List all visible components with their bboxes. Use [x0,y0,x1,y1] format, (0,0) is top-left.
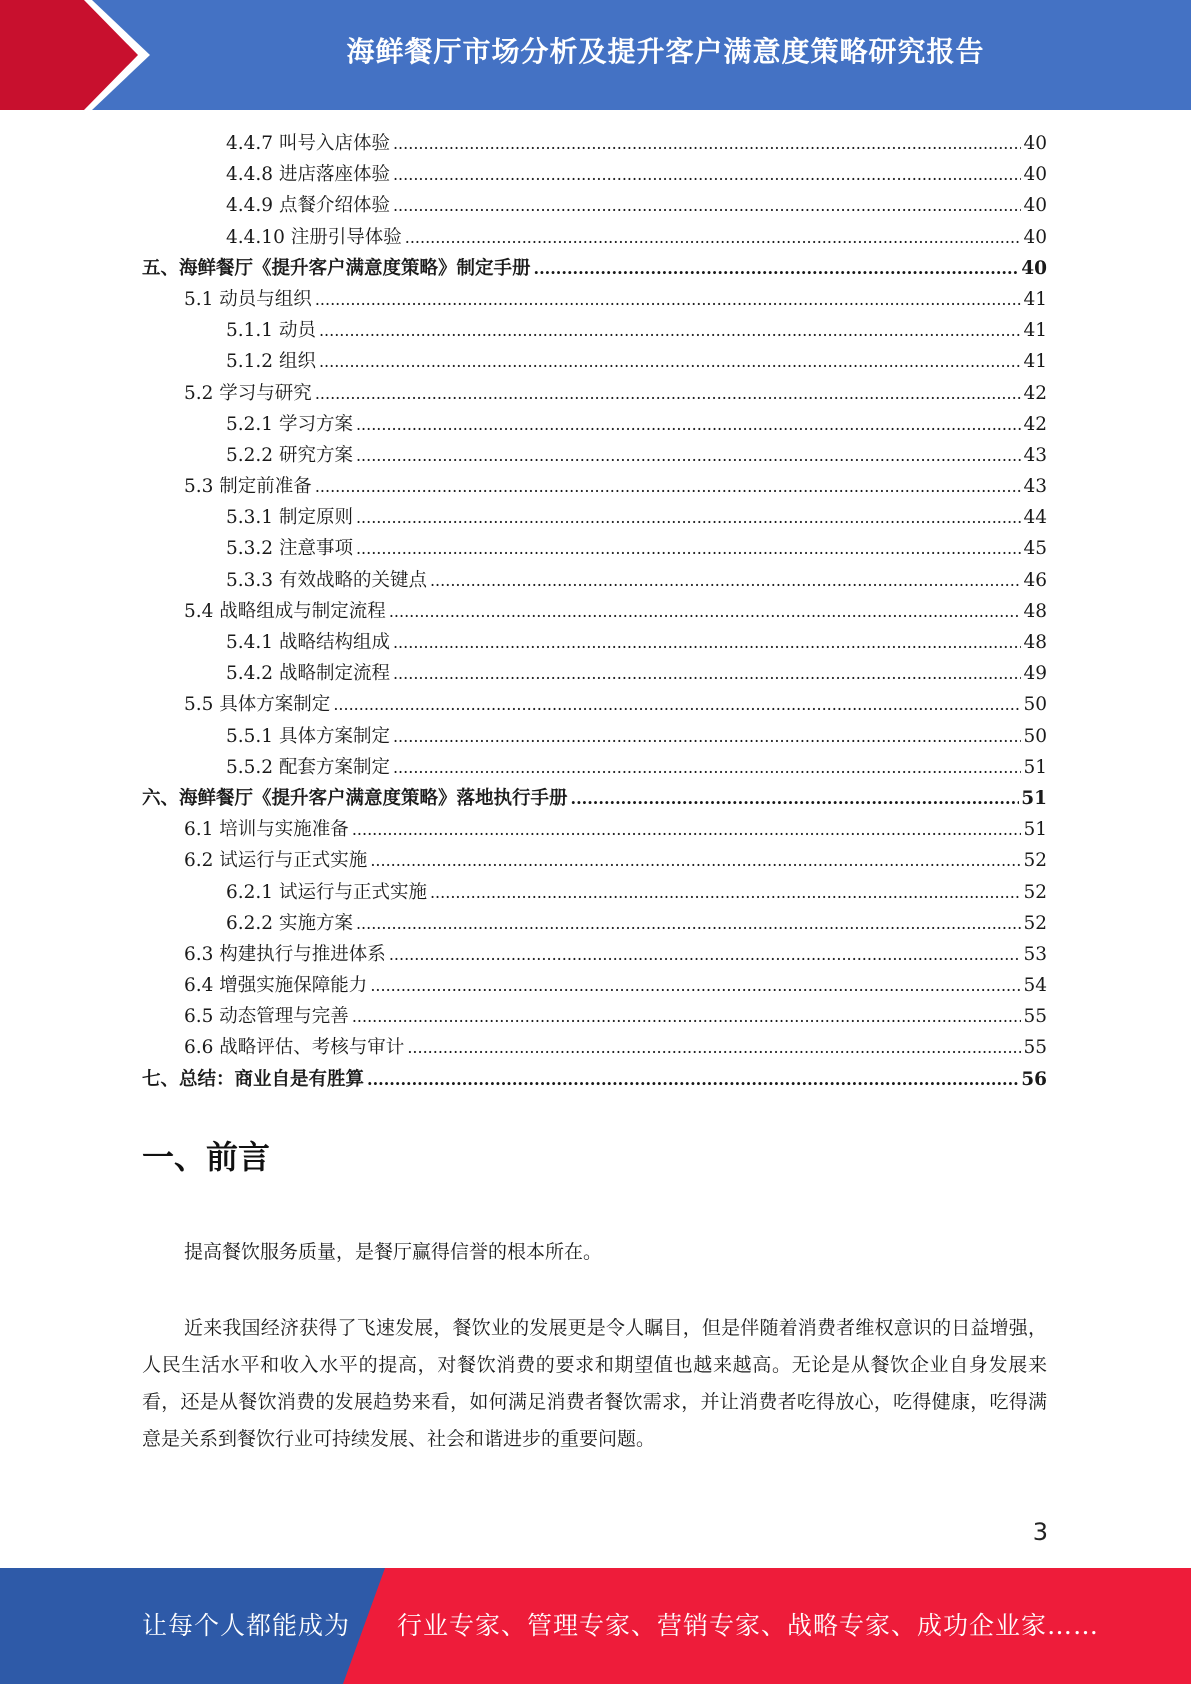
toc-entry-label: 4.4.10 注册引导体验 [226,226,402,248]
toc-entry-label: 七、总结：商业自是有胜算 [142,1068,365,1090]
intro-paragraph-1: 提高餐饮服务质量，是餐厅赢得信誉的根本所在。 [184,1241,603,1263]
toc-entry-label: 6.3 构建执行与推进体系 [184,943,386,965]
toc-leader-dots [393,128,1021,159]
toc-entry[interactable] [142,721,1047,752]
toc-leader-dots [367,1064,1019,1095]
toc-entry-label: 5.4.2 战略制定流程 [226,663,390,685]
page-number: 3 [1032,1518,1048,1546]
toc-entry-label: 5.5.2 配套方案制定 [226,756,390,778]
toc-entry[interactable] [142,409,1047,440]
toc-entry-label: 5.1 动员与组织 [184,288,312,310]
toc-entry[interactable] [142,627,1047,658]
toc-leader-dots [356,409,1022,440]
toc-entry-label: 5.2.1 学习方案 [226,413,353,435]
toc-entry-page: 50 [1023,725,1047,747]
toc-entry-label: 5.1.2 组织 [226,351,316,373]
toc-entry[interactable] [142,502,1047,533]
footer-slogan-left: 让每个人都能成为 [142,1611,351,1640]
toc-leader-dots [534,253,1020,284]
toc-entry-page: 48 [1023,600,1047,622]
toc-entry[interactable] [142,689,1047,720]
toc-leader-dots [352,1001,1022,1032]
section-heading: 一、前言 [142,1138,271,1176]
footer-slogan-right: 行业专家、管理专家、营销专家、战略专家、成功企业家…… [397,1611,1100,1640]
toc-entry-label: 5.3 制定前准备 [184,476,312,498]
toc-entry[interactable] [142,1001,1047,1032]
toc-entry-label: 5.2.2 研究方案 [226,444,353,466]
toc-leader-dots [571,783,1020,814]
toc-leader-dots [319,315,1022,346]
toc-entry[interactable] [142,845,1047,876]
toc-entry-page: 43 [1023,444,1047,466]
toc-leader-dots [356,502,1022,533]
toc-entry-page: 44 [1023,507,1047,529]
toc-leader-dots [319,346,1022,377]
toc-entry[interactable] [142,1064,1047,1095]
toc-entry[interactable] [142,908,1047,939]
toc-leader-dots [356,908,1022,939]
toc-entry-page: 56 [1021,1068,1047,1090]
toc-entry-label: 5.5 具体方案制定 [184,694,331,716]
toc-entry-page: 51 [1023,819,1047,841]
toc-leader-dots [393,721,1021,752]
toc-entry[interactable] [142,1032,1047,1063]
toc-entry-label: 五、海鲜餐厅《提升客户满意度策略》制定手册 [142,257,531,279]
toc-leader-dots [393,190,1021,221]
toc-entry-page: 40 [1021,257,1047,279]
toc-entry-page: 40 [1023,226,1047,248]
toc-entry[interactable] [142,128,1047,159]
toc-entry-page: 49 [1023,663,1047,685]
toc-entry-page: 43 [1023,476,1047,498]
toc-entry-label: 5.3.1 制定原则 [226,507,353,529]
toc-leader-dots [407,1032,1021,1063]
toc-entry-label: 4.4.8 进店落座体验 [226,164,390,186]
toc-entry-label: 5.5.1 具体方案制定 [226,725,390,747]
toc-entry-page: 40 [1023,164,1047,186]
toc-leader-dots [333,689,1021,720]
toc-entry-label: 6.1 培训与实施准备 [184,819,349,841]
toc-leader-dots [405,222,1022,253]
toc-leader-dots [430,877,1021,908]
toc-entry-label: 6.2.1 试运行与正式实施 [226,881,427,903]
toc-entry-page: 54 [1023,975,1047,997]
toc-entry-label: 5.4.1 战略结构组成 [226,632,390,653]
toc-leader-dots [430,565,1021,596]
toc-leader-dots [370,970,1021,1001]
toc-entry[interactable] [142,346,1047,377]
toc-leader-dots [352,814,1022,845]
toc-entry[interactable] [142,814,1047,845]
toc-entry-page: 42 [1023,413,1047,435]
toc-leader-dots [393,159,1021,190]
toc-leader-dots [393,658,1021,689]
toc-entry-page: 48 [1023,632,1047,653]
intro-paragraph-2: 近来我国经济获得了飞速发展，餐饮业的发展更是令人瞩目，但是伴随着消费者维权意识的日益增强，人民生活水平和收入水平的提高，对餐饮消费的要求和期望值也越来越高。无论是从餐饮企业自身发展来看，还是从餐饮消费的发展趋势来看，如何满足消费者餐饮需求，并让消费者吃得放心，吃得健康，吃得满意是关系到餐饮行业可持续发展、社会和谐进步的重要问题。 [142,1317,1047,1450]
toc-entry-page: 40 [1023,133,1047,154]
toc-leader-dots [315,284,1022,315]
toc-leader-dots [389,939,1022,970]
toc-entry[interactable] [142,284,1047,315]
toc-entry-page: 51 [1021,787,1047,809]
toc-entry[interactable] [142,783,1047,814]
toc-entry-page: 41 [1023,288,1047,310]
toc-leader-dots [389,596,1022,627]
toc-entry[interactable] [142,752,1047,783]
toc-entry-label: 5.1.1 动员 [226,320,316,342]
toc-entry[interactable] [142,565,1047,596]
report-title: 海鲜餐厅市场分析及提升客户满意度策略研究报告 [346,35,985,68]
toc-entry-label: 5.3.3 有效战略的关键点 [226,569,427,591]
toc-leader-dots [393,627,1021,658]
toc-entry-label: 6.4 增强实施保障能力 [184,975,368,997]
toc-leader-dots [393,752,1021,783]
toc-entry-label: 6.5 动态管理与完善 [184,1006,349,1028]
table-of-contents [142,128,1047,1095]
toc-entry-label: 5.2 学习与研究 [184,382,312,404]
toc-entry-label: 6.2.2 实施方案 [226,912,353,934]
toc-leader-dots [356,533,1022,564]
toc-entry-label: 4.4.7 叫号入店体验 [226,133,390,154]
toc-entry-label: 5.4 战略组成与制定流程 [184,600,386,622]
toc-entry-page: 42 [1023,382,1047,404]
toc-entry[interactable] [142,315,1047,346]
toc-leader-dots [315,378,1022,409]
toc-entry-label: 6.2 试运行与正式实施 [184,850,368,872]
toc-entry-page: 46 [1023,569,1047,591]
toc-entry[interactable] [142,939,1047,970]
toc-entry[interactable] [142,190,1047,221]
toc-entry[interactable] [142,658,1047,689]
toc-entry[interactable] [142,533,1047,564]
toc-entry-page: 55 [1023,1006,1047,1028]
toc-entry[interactable] [142,471,1047,502]
toc-entry[interactable] [142,596,1047,627]
toc-entry[interactable] [142,970,1047,1001]
toc-entry[interactable] [142,378,1047,409]
toc-entry-page: 52 [1023,912,1047,934]
toc-entry-page: 41 [1023,320,1047,342]
toc-entry-label: 六、海鲜餐厅《提升客户满意度策略》落地执行手册 [142,787,568,809]
toc-entry[interactable] [142,253,1047,284]
toc-leader-dots [315,471,1022,502]
page-header-band [0,0,1191,110]
toc-leader-dots [370,845,1021,876]
toc-entry-label: 5.3.2 注意事项 [226,538,353,560]
toc-entry-page: 40 [1023,195,1047,217]
toc-entry-label: 6.6 战略评估、考核与审计 [184,1037,405,1059]
toc-entry-page: 41 [1023,351,1047,373]
page-footer-band [0,1568,1191,1684]
toc-entry-page: 52 [1023,881,1047,903]
toc-entry[interactable] [142,440,1047,471]
toc-entry-page: 45 [1023,538,1047,560]
header-chevron-icon [0,0,160,110]
toc-entry[interactable] [142,877,1047,908]
toc-entry[interactable] [142,159,1047,190]
toc-entry-page: 52 [1023,850,1047,872]
toc-entry-label: 4.4.9 点餐介绍体验 [226,195,390,217]
toc-leader-dots [356,440,1022,471]
toc-entry-page: 55 [1023,1037,1047,1059]
toc-entry[interactable] [142,222,1047,253]
toc-entry-page: 53 [1023,943,1047,965]
toc-entry-page: 51 [1023,756,1047,778]
toc-entry-page: 50 [1023,694,1047,716]
